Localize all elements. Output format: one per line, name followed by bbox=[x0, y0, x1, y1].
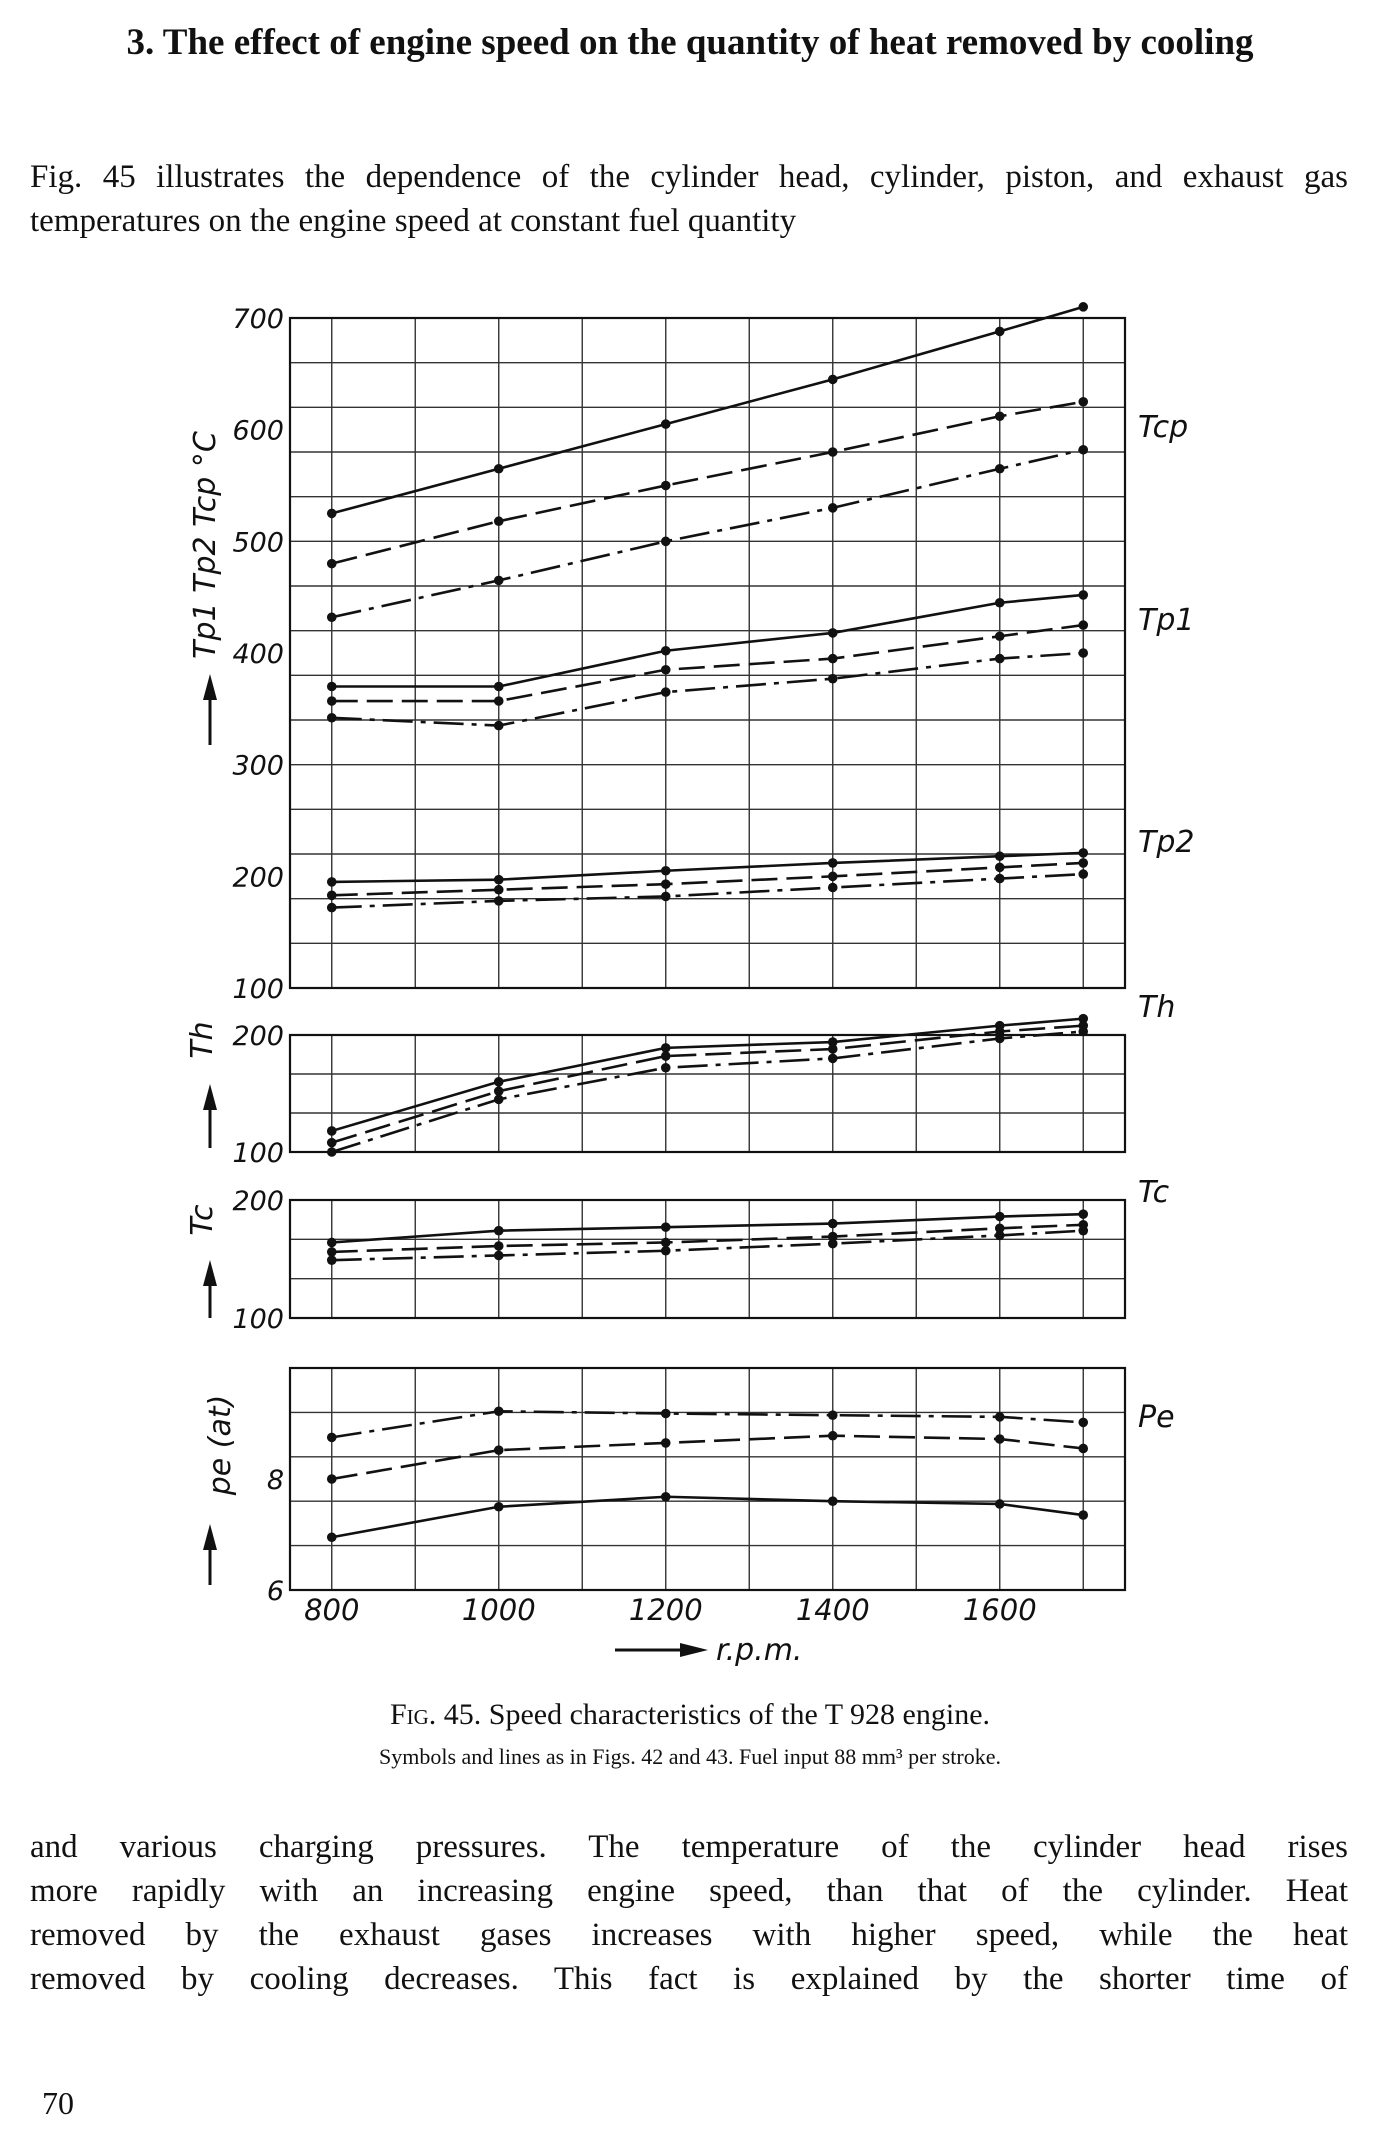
chart-panel bbox=[232, 1175, 1169, 1335]
panel-label-top: Tp1 Tp2 Tcp °C bbox=[188, 431, 223, 659]
x-tick-label: 1600 bbox=[962, 1593, 1037, 1627]
data-point bbox=[828, 858, 838, 868]
curve-label: Pe bbox=[1138, 1400, 1175, 1435]
series-line bbox=[332, 853, 1084, 882]
data-point bbox=[1078, 858, 1088, 868]
data-point bbox=[661, 1063, 671, 1073]
data-point bbox=[661, 1222, 671, 1232]
curve-label: Th bbox=[1138, 990, 1176, 1025]
data-point bbox=[327, 891, 337, 901]
data-point bbox=[494, 1226, 504, 1236]
data-point bbox=[494, 1445, 504, 1455]
data-point bbox=[661, 1043, 671, 1053]
data-point bbox=[828, 1054, 838, 1064]
data-point bbox=[1078, 397, 1088, 407]
data-point bbox=[1078, 848, 1088, 858]
data-point bbox=[494, 464, 504, 474]
data-point bbox=[995, 851, 1005, 861]
data-point bbox=[995, 411, 1005, 421]
data-point bbox=[995, 874, 1005, 884]
data-point bbox=[661, 537, 671, 547]
series-line bbox=[332, 450, 1084, 618]
data-point bbox=[327, 1474, 337, 1484]
data-point bbox=[327, 509, 337, 519]
y-tick-label: 200 bbox=[232, 1021, 284, 1052]
y-tick-label: 8 bbox=[266, 1465, 284, 1496]
data-point bbox=[661, 481, 671, 491]
curve-label: Tc bbox=[1138, 1175, 1170, 1210]
data-point bbox=[661, 1238, 671, 1248]
data-point bbox=[327, 1433, 337, 1443]
data-point bbox=[494, 875, 504, 885]
series-line bbox=[332, 1214, 1084, 1242]
data-point bbox=[828, 447, 838, 457]
data-point bbox=[828, 654, 838, 664]
x-tick-label: 800 bbox=[304, 1593, 360, 1627]
data-point bbox=[828, 1431, 838, 1441]
section-heading: 3. The effect of engine speed on the quantity of heat removed by cooling bbox=[126, 22, 1254, 63]
outro-line: more rapidly with an increasing engine speed, than that of the cylinder. Heat bbox=[30, 1873, 1348, 1909]
data-point bbox=[327, 1532, 337, 1542]
data-point bbox=[995, 1499, 1005, 1509]
y-tick-label: 700 bbox=[232, 304, 284, 335]
data-point bbox=[661, 646, 671, 656]
data-point bbox=[327, 1255, 337, 1265]
data-point bbox=[327, 1238, 337, 1248]
x-tick-label: 1200 bbox=[628, 1593, 703, 1627]
intro-paragraph: Fig. 45 illustrates the dependence of the cylinder head, cylinder, piston, and exhaust gas temperatures on the engine speed at constant fuel quantity bbox=[30, 159, 1348, 239]
data-point bbox=[327, 877, 337, 887]
data-point bbox=[494, 576, 504, 586]
data-point bbox=[327, 682, 337, 692]
data-point bbox=[494, 682, 504, 692]
data-point bbox=[494, 1251, 504, 1261]
data-point bbox=[828, 872, 838, 882]
data-point bbox=[995, 1412, 1005, 1422]
outro-line: and various charging pressures. The temperature of the cylinder head rises bbox=[30, 1829, 1348, 1865]
y-tick-label: 600 bbox=[232, 415, 284, 447]
data-point bbox=[828, 1239, 838, 1249]
data-point bbox=[327, 1147, 337, 1157]
y-tick-label: 400 bbox=[232, 639, 284, 670]
data-point bbox=[327, 1138, 337, 1148]
data-point bbox=[1078, 1226, 1088, 1236]
panel-label-th: Th bbox=[185, 1021, 220, 1059]
data-point bbox=[1078, 590, 1088, 600]
data-point bbox=[995, 1434, 1005, 1444]
data-point bbox=[1078, 1510, 1088, 1520]
y-tick-label: 300 bbox=[232, 750, 284, 782]
data-point bbox=[661, 419, 671, 429]
data-point bbox=[828, 1044, 838, 1054]
data-point bbox=[1078, 648, 1088, 658]
panel-label-tc: Tc bbox=[185, 1204, 220, 1236]
data-point bbox=[661, 1051, 671, 1061]
data-point bbox=[661, 1438, 671, 1448]
y-tick-label: 500 bbox=[232, 527, 284, 559]
curve-label: Tp2 bbox=[1138, 825, 1195, 860]
up-arrow-icon bbox=[203, 1524, 217, 1585]
y-tick-label: 200 bbox=[232, 1186, 284, 1217]
curve-label: Tcp bbox=[1138, 410, 1189, 445]
data-point bbox=[995, 1212, 1005, 1222]
caption-note: Symbols and lines as in Figs. 42 and 43. Fuel input 88 mm³ per stroke. bbox=[379, 1744, 1001, 1769]
caption-label: Fig. 45. bbox=[389, 1698, 482, 1731]
data-point bbox=[1078, 445, 1088, 455]
data-point bbox=[1078, 869, 1088, 879]
series-line bbox=[332, 1411, 1084, 1437]
data-point bbox=[1078, 302, 1088, 312]
y-tick-label: 100 bbox=[232, 1304, 284, 1335]
data-point bbox=[995, 598, 1005, 608]
data-point bbox=[828, 628, 838, 638]
chart-panels bbox=[232, 302, 1194, 1627]
data-point bbox=[661, 892, 671, 902]
data-point bbox=[494, 896, 504, 906]
data-point bbox=[828, 503, 838, 513]
up-arrow-icon bbox=[203, 1260, 217, 1318]
curve-label: Tp1 bbox=[1138, 603, 1195, 638]
y-tick-label: 6 bbox=[266, 1576, 284, 1607]
up-arrow-icon bbox=[203, 674, 217, 745]
data-point bbox=[1078, 1418, 1088, 1428]
data-point bbox=[327, 1247, 337, 1257]
data-point bbox=[1078, 620, 1088, 630]
data-point bbox=[995, 1034, 1005, 1044]
data-point bbox=[661, 665, 671, 675]
chart-panel bbox=[232, 990, 1175, 1169]
outro-line: removed by the exhaust gases increases with higher speed, while the heat bbox=[30, 1917, 1348, 1953]
data-point bbox=[494, 721, 504, 731]
series-line bbox=[332, 653, 1084, 726]
data-point bbox=[828, 375, 838, 385]
chart-panel bbox=[267, 1368, 1175, 1607]
page-number: 70 bbox=[42, 2085, 74, 2121]
data-point bbox=[327, 696, 337, 706]
data-point bbox=[995, 631, 1005, 641]
data-point bbox=[995, 327, 1005, 337]
data-point bbox=[661, 866, 671, 876]
data-point bbox=[828, 674, 838, 684]
y-tick-label: 100 bbox=[232, 974, 284, 1005]
data-point bbox=[494, 1406, 504, 1416]
data-point bbox=[327, 713, 337, 723]
panel-label-pe: pe (at) bbox=[203, 1394, 238, 1496]
data-point bbox=[327, 612, 337, 622]
data-point bbox=[828, 1496, 838, 1506]
data-point bbox=[494, 1086, 504, 1096]
data-point bbox=[494, 885, 504, 895]
data-point bbox=[494, 1241, 504, 1251]
data-point bbox=[494, 1502, 504, 1512]
caption-text: Speed characteristics of the T 928 engine. bbox=[488, 1698, 991, 1731]
outro-line: removed by cooling decreases. This fact is explained by the shorter time of bbox=[30, 1961, 1348, 1997]
data-point bbox=[995, 654, 1005, 664]
data-point bbox=[661, 1246, 671, 1256]
data-point bbox=[1078, 1209, 1088, 1219]
chart-panel bbox=[232, 302, 1194, 1005]
data-point bbox=[661, 879, 671, 889]
data-point bbox=[494, 696, 504, 706]
outro-paragraph bbox=[30, 1825, 1348, 2001]
data-point bbox=[1078, 1444, 1088, 1454]
y-tick-label: 100 bbox=[232, 1138, 284, 1169]
series-line bbox=[332, 1031, 1084, 1152]
data-point bbox=[828, 1410, 838, 1420]
data-point bbox=[327, 1126, 337, 1136]
data-point bbox=[1078, 1027, 1088, 1037]
x-tick-label: 1000 bbox=[461, 1593, 536, 1627]
x-tick-label: 1400 bbox=[795, 1593, 870, 1627]
y-tick-label: 200 bbox=[232, 862, 284, 894]
up-arrow-icon bbox=[203, 1084, 217, 1148]
data-point bbox=[828, 1219, 838, 1229]
data-point bbox=[661, 687, 671, 697]
data-point bbox=[828, 883, 838, 893]
x-axis-label: r.p.m. bbox=[716, 1633, 803, 1668]
data-point bbox=[995, 863, 1005, 873]
data-point bbox=[494, 1095, 504, 1105]
series-line bbox=[332, 307, 1084, 514]
data-point bbox=[995, 464, 1005, 474]
data-point bbox=[327, 903, 337, 913]
data-point bbox=[327, 559, 337, 569]
series-line bbox=[332, 1497, 1084, 1538]
data-point bbox=[995, 1231, 1005, 1241]
data-point bbox=[494, 1077, 504, 1087]
right-arrow-icon bbox=[615, 1643, 708, 1657]
data-point bbox=[661, 1409, 671, 1419]
figure-caption bbox=[0, 1698, 1380, 1732]
data-point bbox=[661, 1492, 671, 1502]
data-point bbox=[494, 516, 504, 526]
